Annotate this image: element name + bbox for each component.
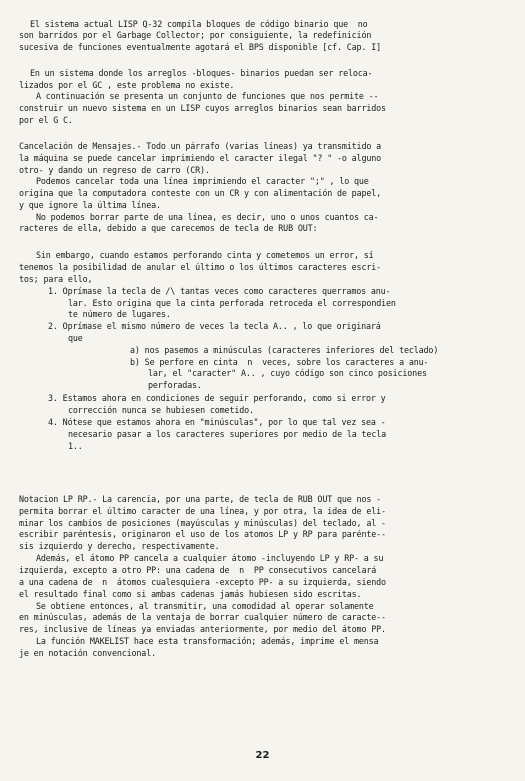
text-line: Cancelación de Mensajes.- Todo un párrafo (varias líneas) ya transmitido a <box>19 141 382 151</box>
text-line: a) nos pasemos a minúsculas (caracteres inferiores del teclado) <box>130 345 439 355</box>
text-line: necesario pasar a los caracteres superiores por medio de la tecla <box>68 429 386 439</box>
text-line: escribir paréntesis, originaron el uso de los atomos LP y RP para parénte-- <box>19 529 386 539</box>
text-line: No podemos borrar parte de una línea, es decir, uno o unos cuantos ca- <box>36 212 379 222</box>
text-line: Sin embargo, cuando estamos perforando cinta y cometemos un error, sí <box>36 250 374 260</box>
text-line: lar, el "caracter" A.. , cuyo código son cinco posiciones <box>148 368 427 378</box>
text-line: lizados por el GC , este problema no existe. <box>19 80 235 90</box>
text-line: racteres de ella, debido a que carecemos de tecla de RUB OUT: <box>19 223 318 233</box>
text-line: son barridos por el Garbage Collector; por consiguiente, la redefinición <box>19 30 372 40</box>
text-line: tenemos la posibilidad de anular el último o los últimos caracteres escri- <box>19 262 382 272</box>
text-line: sucesiva de funciones eventualmente agotará el BPS disponible [cf. Cap. I] <box>19 42 382 52</box>
text-line: 3. Estamos ahora en condiciones de seguir perforando, como si error y <box>48 393 386 403</box>
text-line: que <box>68 333 83 343</box>
text-line: origina que la computadora conteste con un CR y con alimentación de papel, <box>19 188 382 198</box>
text-line: otro- y dando un regreso de carro (CR). <box>19 165 210 175</box>
text-line: Además, el átomo PP cancela a cualquier átomo -incluyendo LP y RP- a su <box>36 553 384 563</box>
text-line: corrección nunca se hubiesen cometido. <box>68 405 254 415</box>
page-number: 22 <box>255 750 270 761</box>
text-line: a una cadena de n átomos cualesquiera -excepto PP- a su izquierda, siendo <box>19 577 386 587</box>
text-line: la máquina se puede cancelar imprimiendo el caracter ilegal "? " -o alguno <box>19 153 382 163</box>
text-line: En un sistema donde los arreglos -bloques- binarios puedan ser reloca- <box>30 68 373 78</box>
text-line: 1. Oprímase la tecla de /\ tantas veces como caracteres querramos anu- <box>48 286 391 296</box>
text-line: te número de lugares. <box>68 309 171 319</box>
text-line: permita borrar el último caracter de una línea, y por otra, la idea de eli- <box>19 506 386 516</box>
text-line: en minúsculas, además de la ventaja de borrar cualquier número de caracte-- <box>19 612 386 622</box>
text-line: res, inclusive de líneas ya enviadas anteriormente, por medio del átomo PP. <box>19 624 386 634</box>
text-line: lar. Esto origina que la cinta perforada retroceda el correspondien <box>68 298 396 308</box>
text-line: el resultado final como si ambas cadenas jamás hubiesen sido escritas. <box>19 589 362 599</box>
text-line: Se obtiene entonces, al transmitir, una comodidad al operar solamente <box>36 601 374 611</box>
text-line: La función MAKELIST hace esta transformación; además, imprime el mensa <box>36 636 379 646</box>
text-line: 1.. <box>68 441 83 451</box>
text-line: 4. Nótese que estamos ahora en "minúsculas", por lo que tal vez sea - <box>48 417 386 427</box>
text-line: A continuación se presenta un conjunto de funciones que nos permite -- <box>36 91 379 101</box>
text-line: izquierda, excepto a otro PP: una cadena de n PP consecutivos cancelará <box>19 565 377 575</box>
text-line: minar los cambios de posiciones (mayúsculas y minúsculas) del teclado, al - <box>19 518 386 528</box>
text-line: y que ignore la última línea. <box>19 200 161 210</box>
text-line: construir un nuevo sistema en un LISP cuyos arreglos binarios sean barridos <box>19 103 386 113</box>
text-line: 2. Oprímase el mismo número de veces la tecla A.. , lo que originará <box>48 321 381 331</box>
text-line: El sistema actual LISP Q-32 compila bloques de código binario que no <box>30 19 368 29</box>
text-line: tos; para ello, <box>19 274 93 284</box>
text-line: por el G C. <box>19 115 73 125</box>
text-line: Notacion LP RP.- La carencia, por una parte, de tecla de RUB OUT que nos - <box>19 494 382 504</box>
text-line: b) Se perfore en cinta n veces, sobre los caracteres a anu- <box>130 357 429 367</box>
text-line: perforadas. <box>148 380 202 390</box>
text-line: sis izquierdo y derecho, respectivamente. <box>19 541 220 551</box>
text-line: je en notación convencional. <box>19 648 156 658</box>
text-line: Podemos cancelar toda una línea imprimiendo el caracter ";" , lo que <box>36 176 369 186</box>
